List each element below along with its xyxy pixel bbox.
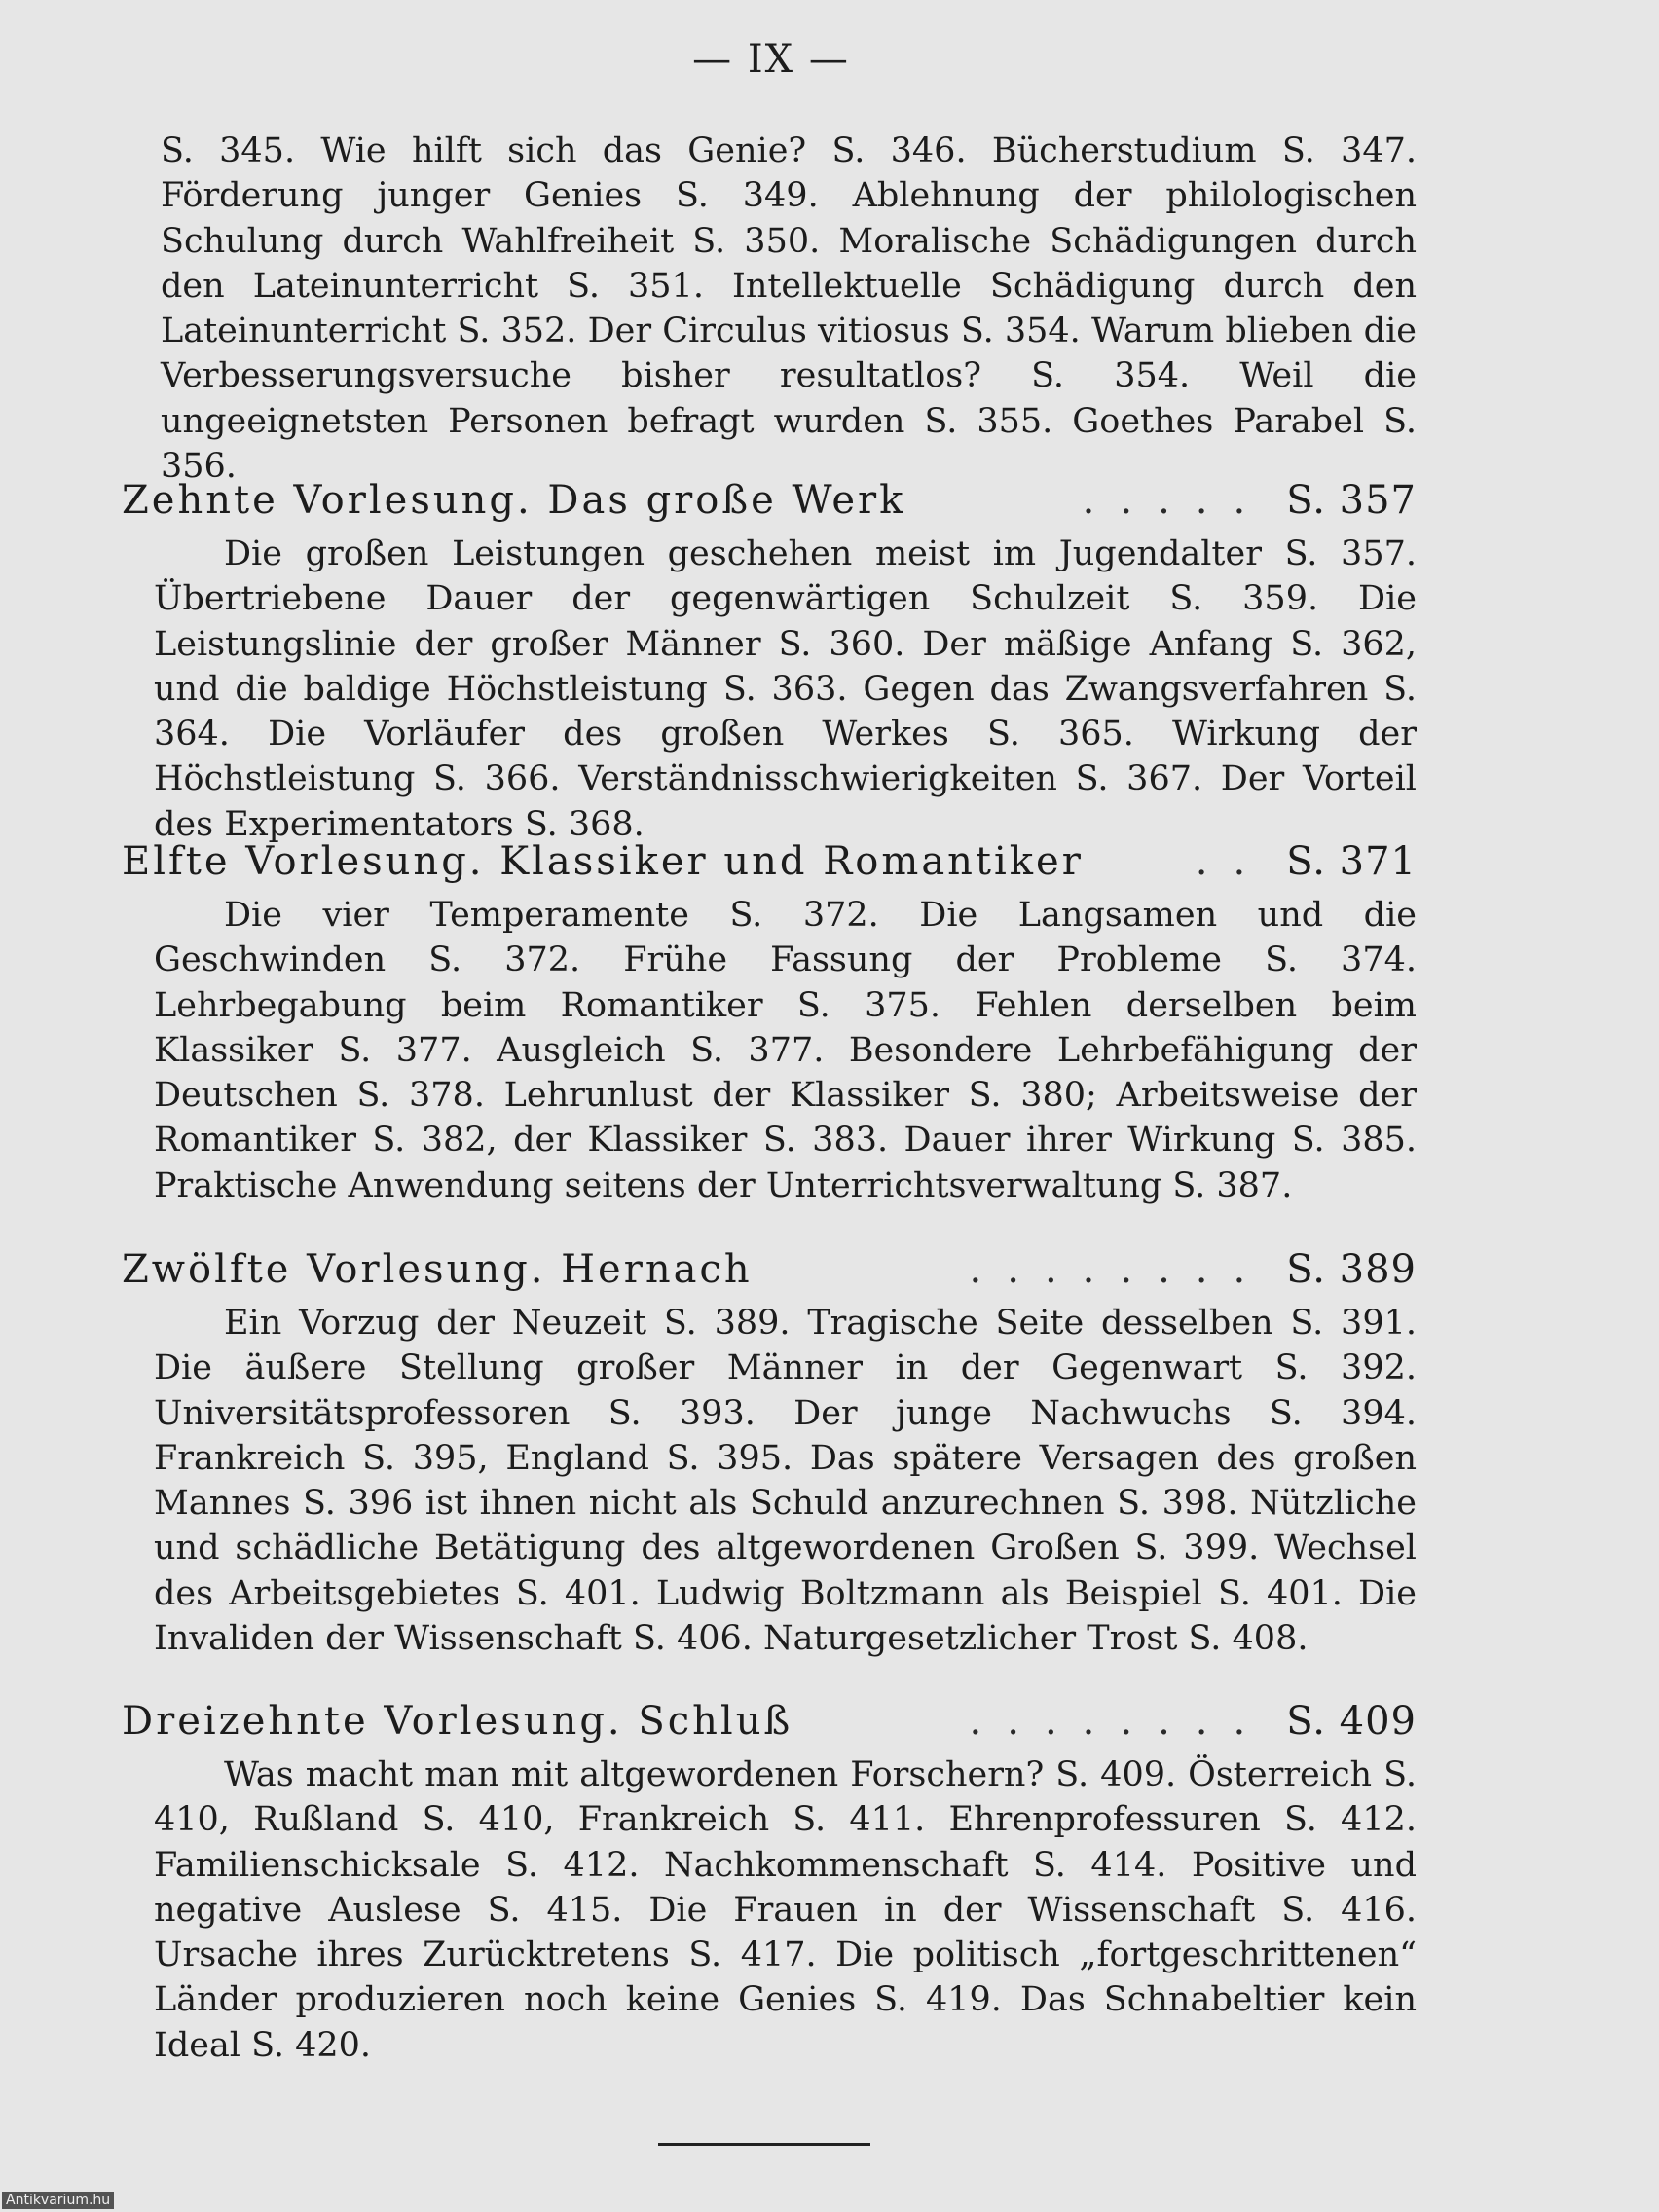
leader-dots: .....: [1082, 478, 1272, 523]
section-heading: [122, 1240, 1417, 1299]
section-summary: Was macht man mit altgewordenen Forschern? S. 409. Österreich S. 410, Rußland S. 410, Frankreich S. 411. Ehrenprofessuren S. 412. Familienschicksale S. 412. Nachkommenschaft S. 414. Positive und negative Auslese S. 415. Die Frauen in der Wissenschaft S. 416. Ursache ihres Zurücktretens S. 417. Die politisch „fortgeschrittenen“ Länder produzieren noch keine Genies S. 419. Das Schnabeltier kein Ideal S. 420.: [154, 1755, 1417, 2065]
section-title: Elfte Vorlesung. Klassiker und Romantiker: [122, 839, 1084, 884]
section-elfte: [122, 832, 1417, 1208]
section-dreizehnte: [122, 1692, 1417, 2068]
section-title: Dreizehnte Vorlesung. Schluß: [122, 1699, 793, 1744]
end-rule: [658, 2143, 870, 2146]
leader-dots: ........: [969, 1699, 1272, 1744]
section-page-ref: S. 371: [1286, 839, 1417, 884]
section-title: Zwölfte Vorlesung. Hernach: [122, 1247, 753, 1292]
section-title: Zehnte Vorlesung. Das große Werk: [122, 478, 906, 523]
section-summary: Die vier Temperamente S. 372. Die Langsamen und die Geschwinden S. 372. Frühe Fassung der Probleme S. 374. Lehrbegabung beim Romantiker S. 375. Fehlen derselben beim Klassiker S. 377. Ausgleich S. 377. Besondere Lehrbefähigung der Deutschen S. 378. Lehrunlust der Klassiker S. 380; Arbeitsweise der Romantiker S. 382, der Klassiker S. 383. Dauer ihrer Wirkung S. 385. Praktische Anwendung seitens der Unterrichtsverwaltung S. 387.: [154, 896, 1417, 1205]
section-page-ref: S. 357: [1286, 478, 1417, 523]
section-heading: [122, 471, 1417, 530]
intro-paragraph: S. 345. Wie hilft sich das Genie? S. 346. Bücherstudium S. 347. Förderung junger Genies S. 349. Ablehnung der philologischen Schulung durch Wahlfreiheit S. 350. Moralische Schädigungen durch den Lateinunterricht S. 351. Intellektuelle Schädigung durch den Lateinunterricht S. 352. Der Circulus vitiosus S. 354. Warum blieben die Verbesserungsversuche bisher resultatlos? S. 354. Weil die ungeeignetsten Personen befragt wurden S. 355. Goethes Parabel S. 356.: [161, 131, 1417, 487]
section-heading: [122, 1692, 1417, 1751]
section-page-ref: S. 409: [1286, 1699, 1417, 1744]
section-heading: [122, 832, 1417, 891]
section-summary: Ein Vorzug der Neuzeit S. 389. Tragische Seite desselben S. 391. Die äußere Stellung großer Männer in der Gegenwart S. 392. Universitätsprofessoren S. 393. Der junge Nachwuchs S. 394. Frankreich S. 395, England S. 395. Das spätere Versagen des großen Mannes S. 396 ist ihnen nicht als Schuld anzurechnen S. 398. Nützliche und schädliche Betätigung des altgewordenen Großen S. 399. Wechsel des Arbeitsgebietes S. 401. Ludwig Boltzmann als Beispiel S. 401. Die Invaliden der Wissenschaft S. 406. Naturgesetzlicher Trost S. 408.: [154, 1304, 1417, 1659]
section-summary: Die großen Leistungen geschehen meist im Jugendalter S. 357. Übertriebene Dauer der gegenwärtigen Schulzeit S. 359. Die Leistungslinie der großer Männer S. 360. Der mäßige Anfang S. 362, und die baldige Höchstleistung S. 363. Gegen das Zwangsverfahren S. 364. Die Vorläufer des großen Werkes S. 365. Wirkung der Höchstleistung S. 366. Verständnisschwierigkeiten S. 367. Der Vorteil des Experimentators S. 368.: [154, 535, 1417, 844]
section-zehnte: [122, 471, 1417, 847]
watermark: Antikvarium.hu: [2, 2192, 114, 2209]
page-number: — IX —: [692, 37, 850, 82]
section-page-ref: S. 389: [1286, 1247, 1417, 1292]
leader-dots: ........: [969, 1247, 1272, 1292]
leader-dots: ..: [1195, 839, 1272, 884]
section-zwoelfte: [122, 1240, 1417, 1661]
